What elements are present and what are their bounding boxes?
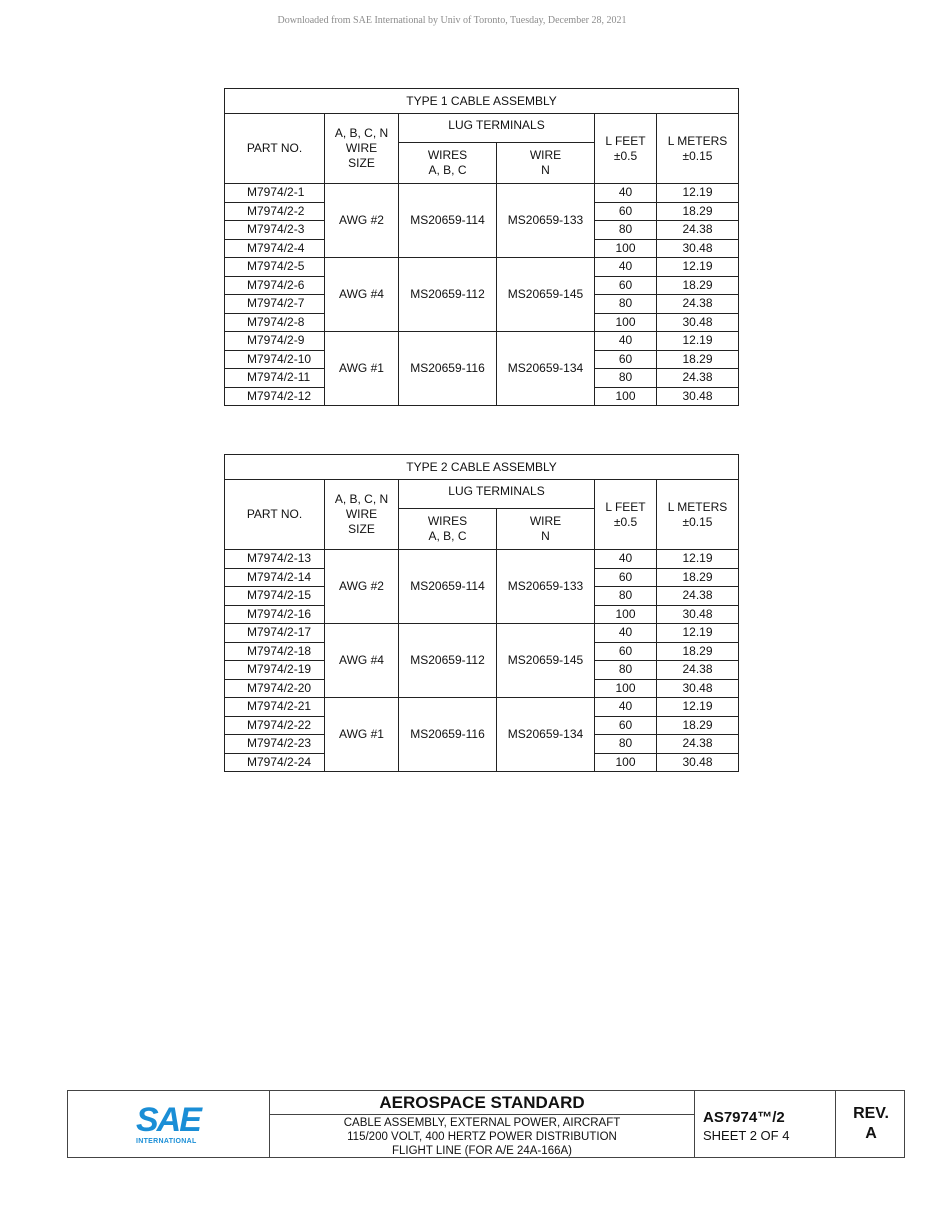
part-number-cell: M7974/2-1 <box>225 184 325 203</box>
length-feet-cell: 60 <box>595 350 657 369</box>
part-number-cell: M7974/2-4 <box>225 239 325 258</box>
length-feet-cell: 100 <box>595 753 657 772</box>
wire-size-cell: AWG #2 <box>325 184 399 258</box>
document-number-cell <box>695 1091 836 1157</box>
table-row <box>225 332 739 351</box>
length-feet-cell: 100 <box>595 679 657 698</box>
part-number-cell: M7974/2-18 <box>225 642 325 661</box>
part-number-cell: M7974/2-11 <box>225 369 325 388</box>
length-meters-cell: 24.38 <box>657 295 739 314</box>
table-row <box>225 624 739 643</box>
header-part-no: PART NO. <box>225 114 325 184</box>
sheet-number: SHEET 2 OF 4 <box>703 1128 790 1143</box>
wire-size-cell: AWG #4 <box>325 258 399 332</box>
document-subtitle: CABLE ASSEMBLY, EXTERNAL POWER, AIRCRAFT 115/200 VOLT, 400 HERTZ POWER DISTRIBUTION FLIGHT LINE (FOR A/E 24A-166A) <box>343 1117 621 1157</box>
lug-n-cell: MS20659-133 <box>497 184 595 258</box>
length-meters-cell: 12.19 <box>657 184 739 203</box>
length-feet-cell: 40 <box>595 624 657 643</box>
length-feet-cell: 100 <box>595 313 657 332</box>
part-number-cell: M7974/2-12 <box>225 387 325 406</box>
length-meters-cell: 18.29 <box>657 642 739 661</box>
length-feet-cell: 80 <box>595 735 657 754</box>
length-meters-cell: 12.19 <box>657 258 739 277</box>
header-wire-size: A, B, C, N WIRE SIZE <box>325 480 399 550</box>
table-title: TYPE 2 CABLE ASSEMBLY <box>225 455 739 480</box>
length-feet-cell: 80 <box>595 295 657 314</box>
document-code: AS7974™/2 <box>703 1109 785 1126</box>
part-number-cell: M7974/2-15 <box>225 587 325 606</box>
length-feet-cell: 60 <box>595 568 657 587</box>
length-meters-cell: 30.48 <box>657 753 739 772</box>
length-feet-cell: 60 <box>595 642 657 661</box>
lug-abc-cell: MS20659-116 <box>399 698 497 772</box>
wire-size-cell: AWG #4 <box>325 624 399 698</box>
revision-cell <box>836 1091 906 1157</box>
header-lug-terminals: LUG TERMINALS <box>399 480 595 509</box>
length-feet-cell: 80 <box>595 661 657 680</box>
header-l-meters: L METERS ±0.15 <box>657 480 739 550</box>
lug-abc-cell: MS20659-114 <box>399 184 497 258</box>
length-meters-cell: 18.29 <box>657 350 739 369</box>
lug-abc-cell: MS20659-114 <box>399 550 497 624</box>
part-number-cell: M7974/2-10 <box>225 350 325 369</box>
part-number-cell: M7974/2-14 <box>225 568 325 587</box>
part-number-cell: M7974/2-16 <box>225 605 325 624</box>
part-number-cell: M7974/2-13 <box>225 550 325 569</box>
length-feet-cell: 40 <box>595 550 657 569</box>
title-cell <box>270 1091 695 1157</box>
header-l-feet: L FEET ±0.5 <box>595 114 657 184</box>
table-title: TYPE 1 CABLE ASSEMBLY <box>225 89 739 114</box>
length-meters-cell: 30.48 <box>657 239 739 258</box>
header-wire-n: WIRE N <box>497 509 595 550</box>
lug-n-cell: MS20659-134 <box>497 332 595 406</box>
length-meters-cell: 18.29 <box>657 202 739 221</box>
length-meters-cell: 30.48 <box>657 679 739 698</box>
length-meters-cell: 24.38 <box>657 735 739 754</box>
length-meters-cell: 12.19 <box>657 332 739 351</box>
length-meters-cell: 30.48 <box>657 605 739 624</box>
length-feet-cell: 40 <box>595 184 657 203</box>
length-feet-cell: 100 <box>595 239 657 258</box>
wire-size-cell: AWG #1 <box>325 698 399 772</box>
table-row <box>225 550 739 569</box>
part-number-cell: M7974/2-22 <box>225 716 325 735</box>
header-l-feet: L FEET ±0.5 <box>595 480 657 550</box>
length-feet-cell: 80 <box>595 221 657 240</box>
length-meters-cell: 24.38 <box>657 369 739 388</box>
length-meters-cell: 18.29 <box>657 276 739 295</box>
length-feet-cell: 40 <box>595 698 657 717</box>
lug-abc-cell: MS20659-112 <box>399 258 497 332</box>
length-feet-cell: 40 <box>595 332 657 351</box>
length-feet-cell: 100 <box>595 387 657 406</box>
wire-size-cell: AWG #1 <box>325 332 399 406</box>
part-number-cell: M7974/2-17 <box>225 624 325 643</box>
lug-abc-cell: MS20659-112 <box>399 624 497 698</box>
wire-size-cell: AWG #2 <box>325 550 399 624</box>
part-number-cell: M7974/2-3 <box>225 221 325 240</box>
standard-title: AEROSPACE STANDARD <box>270 1091 694 1115</box>
length-meters-cell: 24.38 <box>657 221 739 240</box>
sae-logo: SAE INTERNATIONAL <box>136 1101 200 1145</box>
length-feet-cell: 60 <box>595 202 657 221</box>
part-number-cell: M7974/2-6 <box>225 276 325 295</box>
length-feet-cell: 40 <box>595 258 657 277</box>
part-number-cell: M7974/2-19 <box>225 661 325 680</box>
length-meters-cell: 12.19 <box>657 550 739 569</box>
part-number-cell: M7974/2-5 <box>225 258 325 277</box>
lug-n-cell: MS20659-134 <box>497 698 595 772</box>
length-meters-cell: 30.48 <box>657 387 739 406</box>
part-number-cell: M7974/2-23 <box>225 735 325 754</box>
length-feet-cell: 80 <box>595 369 657 388</box>
header-wire-n: WIRE N <box>497 143 595 184</box>
length-meters-cell: 12.19 <box>657 624 739 643</box>
part-number-cell: M7974/2-8 <box>225 313 325 332</box>
logo-cell <box>68 1091 270 1157</box>
length-meters-cell: 18.29 <box>657 568 739 587</box>
part-number-cell: M7974/2-24 <box>225 753 325 772</box>
part-number-cell: M7974/2-2 <box>225 202 325 221</box>
type2-cable-table <box>224 454 739 772</box>
length-meters-cell: 12.19 <box>657 698 739 717</box>
length-meters-cell: 24.38 <box>657 587 739 606</box>
part-number-cell: M7974/2-21 <box>225 698 325 717</box>
lug-n-cell: MS20659-145 <box>497 624 595 698</box>
length-meters-cell: 24.38 <box>657 661 739 680</box>
length-meters-cell: 30.48 <box>657 313 739 332</box>
part-number-cell: M7974/2-9 <box>225 332 325 351</box>
header-l-meters: L METERS ±0.15 <box>657 114 739 184</box>
table-row <box>225 698 739 717</box>
length-feet-cell: 60 <box>595 716 657 735</box>
length-feet-cell: 100 <box>595 605 657 624</box>
download-watermark: Downloaded from SAE International by Univ of Toronto, Tuesday, December 28, 2021 <box>277 15 627 26</box>
table-row <box>225 184 739 203</box>
lug-n-cell: MS20659-145 <box>497 258 595 332</box>
revision-label: REV. <box>853 1105 889 1122</box>
part-number-cell: M7974/2-20 <box>225 679 325 698</box>
revision-value: A <box>865 1125 877 1142</box>
length-feet-cell: 60 <box>595 276 657 295</box>
lug-abc-cell: MS20659-116 <box>399 332 497 406</box>
header-wire-size: A, B, C, N WIRE SIZE <box>325 114 399 184</box>
type1-cable-table <box>224 88 739 406</box>
header-part-no: PART NO. <box>225 480 325 550</box>
length-feet-cell: 80 <box>595 587 657 606</box>
header-wires-abc: WIRES A, B, C <box>399 143 497 184</box>
header-lug-terminals: LUG TERMINALS <box>399 114 595 143</box>
length-meters-cell: 18.29 <box>657 716 739 735</box>
title-block <box>67 1090 905 1158</box>
header-wires-abc: WIRES A, B, C <box>399 509 497 550</box>
lug-n-cell: MS20659-133 <box>497 550 595 624</box>
table-row <box>225 258 739 277</box>
part-number-cell: M7974/2-7 <box>225 295 325 314</box>
